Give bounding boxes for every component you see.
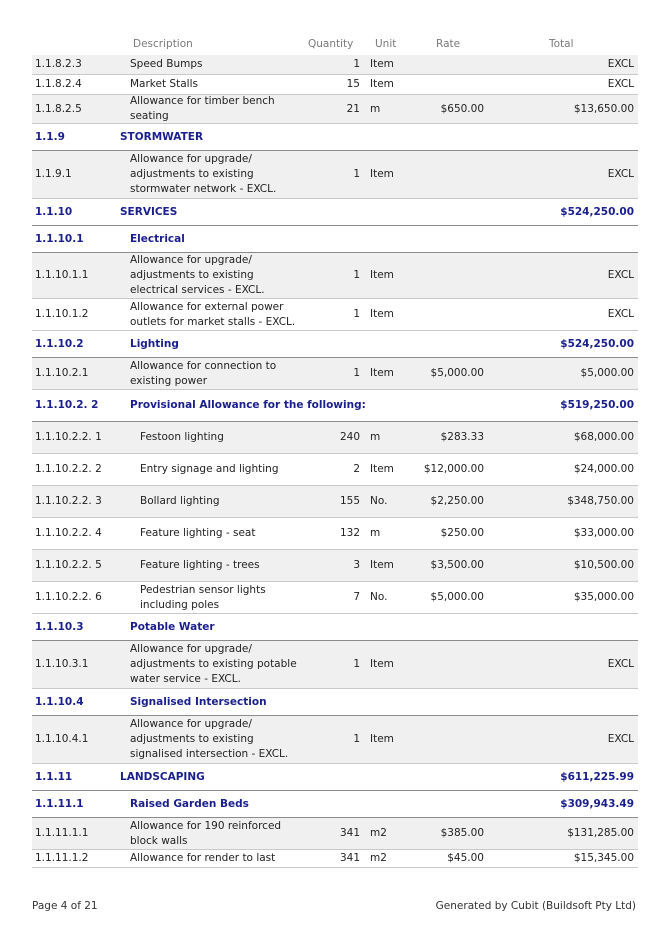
item-code: 1.1.9 bbox=[35, 130, 65, 143]
generator-credit: Generated by Cubit (Buildsoft Pty Ltd) bbox=[435, 900, 636, 912]
header-total: Total bbox=[549, 38, 574, 50]
item-description: Market Stalls bbox=[130, 78, 198, 90]
item-code: 1.1.10.2.2. 5 bbox=[35, 559, 102, 571]
item-total bbox=[514, 226, 634, 252]
item-rate: $283.33 bbox=[440, 431, 484, 443]
item-total: $10,500.00 bbox=[573, 559, 634, 571]
item-quantity: 341 bbox=[339, 852, 360, 864]
item-rate: $385.00 bbox=[440, 827, 484, 839]
item-rate: $5,000.00 bbox=[430, 591, 484, 603]
item-rate bbox=[412, 299, 484, 330]
item-code: 1.1.10.2.2. 3 bbox=[35, 495, 102, 507]
item-total: $611,225.99 bbox=[560, 770, 634, 783]
header-rate: Rate bbox=[436, 38, 461, 50]
item-total bbox=[514, 124, 634, 150]
item-code: 1.1.10.2.2. 6 bbox=[35, 591, 102, 603]
header-quantity: Quantity bbox=[308, 38, 354, 50]
item-unit: m2 bbox=[370, 827, 387, 839]
table-row bbox=[32, 151, 638, 199]
item-description: Potable Water bbox=[130, 620, 215, 633]
item-code: 1.1.10.4 bbox=[35, 695, 84, 708]
item-unit: Item bbox=[370, 733, 394, 745]
item-code: 1.1.8.2.5 bbox=[35, 102, 82, 115]
item-quantity: 1 bbox=[353, 367, 360, 379]
item-description: Provisional Allowance for the following: bbox=[130, 399, 366, 411]
item-description: Entry signage and lighting bbox=[140, 463, 279, 475]
table-row bbox=[32, 299, 638, 331]
item-description: Signalised Intersection bbox=[130, 695, 267, 708]
item-code: 1.1.9.1 bbox=[35, 168, 72, 180]
item-rate: $250.00 bbox=[440, 527, 484, 539]
item-code: 1.1.10.3 bbox=[35, 620, 84, 633]
item-total bbox=[514, 614, 634, 640]
item-code: 1.1.11.1 bbox=[35, 797, 84, 810]
item-total: $5,000.00 bbox=[580, 367, 634, 379]
item-quantity: 1 bbox=[353, 168, 360, 180]
item-rate: $2,250.00 bbox=[430, 495, 484, 507]
header-description: Description bbox=[133, 38, 193, 50]
item-unit: m2 bbox=[370, 852, 387, 864]
column-headers bbox=[32, 0, 638, 55]
item-description: Feature lighting - trees bbox=[140, 559, 260, 571]
item-unit: Item bbox=[370, 168, 394, 180]
table-row bbox=[32, 550, 638, 582]
item-unit: Item bbox=[370, 559, 394, 571]
item-total: EXCL bbox=[607, 168, 634, 180]
item-rate: $3,500.00 bbox=[430, 559, 484, 571]
table-row bbox=[32, 454, 638, 486]
item-total: $348,750.00 bbox=[567, 495, 634, 507]
section-row bbox=[32, 764, 638, 791]
item-total: $33,000.00 bbox=[573, 527, 634, 539]
item-description: Pedestrian sensor lights including poles bbox=[140, 583, 266, 611]
item-description: Feature lighting - seat bbox=[140, 527, 256, 539]
item-quantity: 3 bbox=[353, 559, 360, 571]
subsection-row bbox=[32, 390, 638, 422]
table-row bbox=[32, 486, 638, 518]
item-total: $524,250.00 bbox=[560, 205, 634, 218]
item-total: $24,000.00 bbox=[573, 463, 634, 475]
item-total: $524,250.00 bbox=[560, 337, 634, 350]
item-description: Bollard lighting bbox=[140, 495, 220, 507]
estimate-table bbox=[32, 55, 638, 868]
header-unit: Unit bbox=[375, 38, 397, 50]
item-unit: Item bbox=[370, 463, 394, 475]
item-total: $68,000.00 bbox=[573, 431, 634, 443]
table-row bbox=[32, 253, 638, 299]
item-code: 1.1.10.3.1 bbox=[35, 658, 89, 670]
item-description: Speed Bumps bbox=[130, 58, 203, 70]
item-quantity: 1 bbox=[353, 308, 360, 320]
item-rate bbox=[412, 641, 484, 688]
item-code: 1.1.10.2 bbox=[35, 337, 84, 350]
item-description: Festoon lighting bbox=[140, 431, 224, 443]
item-code: 1.1.11 bbox=[35, 770, 73, 783]
item-code: 1.1.8.2.4 bbox=[35, 78, 82, 90]
item-rate bbox=[412, 75, 484, 94]
table-row bbox=[32, 818, 638, 850]
item-total bbox=[514, 689, 634, 715]
item-description: Allowance for upgrade/ adjustments to existing electrical services - EXCL. bbox=[130, 254, 265, 296]
item-description: Allowance for upgrade/ adjustments to existing signalised intersection - EXCL. bbox=[130, 718, 289, 760]
page-number: Page 4 of 21 bbox=[32, 900, 98, 912]
item-description: Allowance for 190 reinforced block walls bbox=[130, 819, 282, 847]
item-quantity: 1 bbox=[353, 269, 360, 281]
item-rate bbox=[412, 716, 484, 763]
item-total: $309,943.49 bbox=[560, 797, 634, 810]
item-total: EXCL bbox=[607, 58, 634, 70]
subsection-row bbox=[32, 226, 638, 253]
item-total: $131,285.00 bbox=[567, 827, 634, 839]
table-row bbox=[32, 55, 638, 75]
subsection-row bbox=[32, 614, 638, 641]
item-unit: m bbox=[370, 431, 381, 443]
table-row bbox=[32, 358, 638, 390]
item-quantity: 1 bbox=[353, 658, 360, 670]
item-code: 1.1.10 bbox=[35, 205, 73, 218]
item-description: Raised Garden Beds bbox=[130, 797, 249, 810]
item-description: Allowance for upgrade/ adjustments to existing stormwater network - EXCL. bbox=[130, 153, 277, 195]
item-quantity: 15 bbox=[346, 78, 360, 90]
item-rate bbox=[412, 151, 484, 198]
table-row bbox=[32, 582, 638, 614]
item-code: 1.1.10.4.1 bbox=[35, 733, 89, 745]
item-code: 1.1.10.2. 2 bbox=[35, 399, 99, 411]
item-rate bbox=[412, 253, 484, 298]
table-row bbox=[32, 518, 638, 550]
item-unit: Item bbox=[370, 58, 394, 70]
item-code: 1.1.10.2.2. 2 bbox=[35, 463, 102, 475]
item-quantity: 7 bbox=[353, 591, 360, 603]
item-total: EXCL bbox=[607, 78, 634, 90]
item-rate: $5,000.00 bbox=[430, 367, 484, 379]
item-total: EXCL bbox=[607, 658, 634, 670]
item-unit: No. bbox=[370, 495, 388, 507]
item-unit: Item bbox=[370, 78, 394, 90]
subsection-row bbox=[32, 791, 638, 818]
item-description: SERVICES bbox=[120, 205, 178, 218]
item-quantity: 155 bbox=[339, 495, 360, 507]
table-row bbox=[32, 95, 638, 124]
item-code: 1.1.10.2.2. 4 bbox=[35, 527, 102, 539]
item-quantity: 1 bbox=[353, 733, 360, 745]
item-quantity: 341 bbox=[339, 827, 360, 839]
table-row bbox=[32, 75, 638, 95]
item-code: 1.1.10.1.2 bbox=[35, 308, 89, 320]
section-row bbox=[32, 124, 638, 151]
item-quantity: 21 bbox=[346, 102, 360, 115]
item-description: Allowance for connection to existing power bbox=[130, 359, 277, 387]
item-quantity: 2 bbox=[353, 463, 360, 475]
item-description: Allowance for timber bench seating bbox=[130, 95, 275, 122]
item-description: Electrical bbox=[130, 232, 185, 245]
item-rate: $12,000.00 bbox=[423, 463, 484, 475]
item-unit: m bbox=[370, 102, 381, 115]
item-description: Lighting bbox=[130, 337, 179, 350]
subsection-row bbox=[32, 331, 638, 358]
item-code: 1.1.10.1.1 bbox=[35, 269, 89, 281]
item-code: 1.1.10.1 bbox=[35, 232, 84, 245]
table-row bbox=[32, 641, 638, 689]
subsection-row bbox=[32, 689, 638, 716]
item-total: $13,650.00 bbox=[573, 102, 634, 115]
estimate-page bbox=[32, 0, 638, 868]
item-code: 1.1.8.2.3 bbox=[35, 58, 82, 70]
item-rate: $45.00 bbox=[447, 852, 484, 864]
section-row bbox=[32, 199, 638, 226]
item-rate: $650.00 bbox=[440, 102, 484, 115]
table-row bbox=[32, 716, 638, 764]
item-description: LANDSCAPING bbox=[120, 770, 205, 783]
item-code: 1.1.10.2.2. 1 bbox=[35, 431, 102, 443]
item-quantity: 132 bbox=[339, 527, 360, 539]
item-unit: No. bbox=[370, 591, 388, 603]
item-total: EXCL bbox=[607, 308, 634, 320]
item-total: $35,000.00 bbox=[573, 591, 634, 603]
item-quantity: 240 bbox=[339, 431, 360, 443]
item-code: 1.1.11.1.2 bbox=[35, 852, 89, 864]
item-code: 1.1.11.1.1 bbox=[35, 827, 89, 839]
item-description: Allowance for render to last bbox=[130, 852, 276, 864]
item-unit: Item bbox=[370, 367, 394, 379]
item-rate bbox=[412, 55, 484, 74]
table-row bbox=[32, 422, 638, 454]
item-description: STORMWATER bbox=[120, 130, 204, 143]
item-code: 1.1.10.2.1 bbox=[35, 367, 89, 379]
item-total: $519,250.00 bbox=[560, 399, 634, 411]
item-description: Allowance for external power outlets for market stalls - EXCL. bbox=[130, 300, 296, 328]
item-unit: Item bbox=[370, 658, 394, 670]
item-quantity: 1 bbox=[353, 58, 360, 70]
item-total: $15,345.00 bbox=[573, 852, 634, 864]
item-total: EXCL bbox=[607, 269, 634, 281]
table-row bbox=[32, 850, 638, 868]
item-unit: Item bbox=[370, 308, 394, 320]
item-unit: m bbox=[370, 527, 381, 539]
item-total: EXCL bbox=[607, 733, 634, 745]
item-description: Allowance for upgrade/ adjustments to existing potable water service - EXCL. bbox=[130, 643, 297, 685]
item-unit: Item bbox=[370, 269, 394, 281]
